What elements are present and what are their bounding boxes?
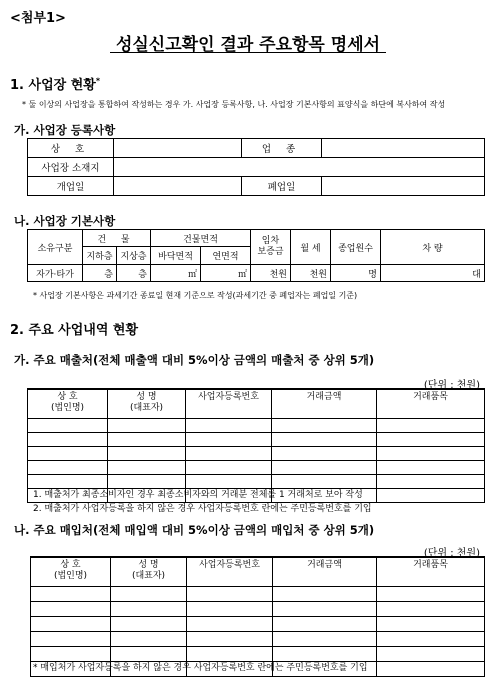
close-date-field[interactable] [322,177,485,196]
cell[interactable] [377,461,485,475]
section1-heading [10,74,100,93]
sales-amount-header: 거래금액 [272,389,377,419]
vehicles-header: 차 량 [381,230,485,265]
building-area-header: 건물면적 [151,230,251,247]
cell[interactable] [31,587,111,602]
cell[interactable] [272,419,377,433]
ownership-header: 소유구분 [28,230,83,265]
purchase-unit: (단위 : 천원) [423,548,480,559]
purchase-name-header-main: 상 호 [60,560,81,570]
cell[interactable] [108,433,186,447]
table-row [28,139,485,158]
purchase-amount-header: 거래금액 [273,557,377,587]
cell[interactable] [377,447,485,461]
table-row [28,389,485,419]
sales-rep-header [108,389,186,419]
cell[interactable] [111,617,187,632]
address-field[interactable] [114,158,485,177]
cell[interactable] [28,447,108,461]
table-row [28,461,485,475]
rent-value[interactable]: 천원 [291,265,331,282]
cell[interactable] [377,475,485,489]
floor-area-value[interactable]: ㎡ [151,265,201,282]
sales-rep-header-sub: (대표자) [129,403,164,413]
cell[interactable] [31,617,111,632]
cell[interactable] [273,617,377,632]
cell[interactable] [377,419,485,433]
total-area-value[interactable]: ㎡ [201,265,251,282]
cell[interactable] [272,461,377,475]
cell[interactable] [273,587,377,602]
table-row [31,557,485,587]
cell[interactable] [187,632,273,647]
sales-unit: (단위 : 천원) [423,380,480,391]
cell[interactable] [186,461,272,475]
close-date-label: 폐업일 [242,177,322,196]
address-label: 사업장 소재지 [28,158,114,177]
deposit-header-line1: 임차 [261,236,280,246]
cell[interactable] [272,447,377,461]
section1-star: * [95,76,101,86]
cell[interactable] [31,632,111,647]
deposit-value[interactable]: 천원 [251,265,291,282]
sales-items-header: 거래품목 [377,389,485,419]
cell[interactable] [31,602,111,617]
table-row [28,158,485,177]
table-row [28,230,485,247]
cell[interactable] [186,447,272,461]
sales-note-1: 1. 매출처가 최종소비자인 경우 최종소비자와의 거래분 전체를 1 거래처로 보아 작성 [33,490,363,500]
cell[interactable] [186,433,272,447]
section2b-heading: 나. 주요 매입처(전체 매입액 대비 5%이상 금액의 매입처 중 상위 5개) [14,523,375,537]
building-header: 건 물 [83,230,151,247]
purchase-name-header-sub: (법인명) [53,571,88,581]
table-row [28,419,485,433]
sales-rep-header-main: 성 명 [136,392,157,402]
table-row [31,587,485,602]
purchase-name-header [31,557,111,587]
cell[interactable] [187,617,273,632]
trade-name-label: 상 호 [28,139,114,158]
industry-field[interactable] [322,139,485,158]
sales-table [27,388,485,503]
cell[interactable] [273,632,377,647]
cell[interactable] [111,602,187,617]
open-date-label: 개업일 [28,177,114,196]
basement-header: 지하층 [83,247,117,265]
table-row [28,447,485,461]
table-row [28,177,485,196]
deposit-header-line2: 보증금 [257,247,284,257]
cell[interactable] [272,433,377,447]
basement-value[interactable]: 층 [83,265,117,282]
section1-note: * 둘 이상의 사업장을 통합하여 작성하는 경우 가. 사업장 등록사항, 나. 사업장 기본사항의 표양식을 하단에 복사하여 작성 [22,100,446,109]
rent-header: 월 세 [291,230,331,265]
cell[interactable] [108,419,186,433]
above-header: 지상층 [117,247,151,265]
sales-name-header [28,389,108,419]
deposit-header [251,230,291,265]
section1b-note: * 사업장 기본사항은 과세기간 종료일 현재 기준으로 작성(과세기간 중 폐업자는 폐업일 기준) [33,291,358,300]
industry-label: 업 종 [242,139,322,158]
cell[interactable] [108,447,186,461]
cell[interactable] [377,632,485,647]
table-row [31,602,485,617]
cell[interactable] [377,489,485,503]
employees-value[interactable]: 명 [331,265,381,282]
section1b-heading: 나. 사업장 기본사항 [14,214,116,228]
basic-info-table [27,229,485,282]
open-date-field[interactable] [114,177,242,196]
purchase-table [30,556,485,677]
section2a-heading: 가. 주요 매출처(전체 매출액 대비 5%이상 금액의 매출처 중 상위 5개) [14,353,375,367]
above-value[interactable]: 층 [117,265,151,282]
purchase-items-header: 거래품목 [377,557,485,587]
sales-reg-header: 사업자등록번호 [186,389,272,419]
registration-table [27,138,485,196]
cell[interactable] [377,433,485,447]
page-title: 성실신고확인 결과 주요항목 명세서 [115,35,381,55]
cell[interactable] [28,433,108,447]
cell[interactable] [377,647,485,662]
purchase-note: * 매입처가 사업자등록을 하지 않은 경우 사업자등록번호 란에는 주민등록번호를 기입 [33,663,368,673]
cell[interactable] [187,602,273,617]
table-row [31,617,485,632]
section1a-heading: 가. 사업장 등록사항 [14,123,116,137]
cell[interactable] [377,617,485,632]
table-row [28,265,485,282]
section1-heading-text: 1. 사업장 현황 [10,78,96,93]
section2-heading: 2. 주요 사업내역 현황 [10,323,139,338]
cell[interactable] [111,587,187,602]
table-row [31,632,485,647]
cell[interactable] [28,419,108,433]
sales-name-header-main: 상 호 [57,392,78,402]
cell[interactable] [377,602,485,617]
floor-area-header: 바닥면적 [151,247,201,265]
cell[interactable] [28,461,108,475]
cell[interactable] [377,587,485,602]
cell[interactable] [108,461,186,475]
purchase-rep-header-sub: (대표자) [131,571,166,581]
cell[interactable] [377,662,485,677]
attachment-label: <첨부1> [10,11,66,26]
purchase-rep-header [111,557,187,587]
sales-note-2: 2. 매출처가 사업자등록을 하지 않은 경우 사업자등록번호 란에는 주민등록번호를 기입 [33,504,372,514]
cell[interactable] [187,587,273,602]
cell[interactable] [111,632,187,647]
cell[interactable] [186,419,272,433]
employees-header: 종업원수 [331,230,381,265]
cell[interactable] [273,602,377,617]
table-row [28,433,485,447]
trade-name-field[interactable] [114,139,242,158]
sales-name-header-sub: (법인명) [50,403,85,413]
total-area-header: 연면적 [201,247,251,265]
title-underline [110,52,386,53]
ownership-value[interactable]: 자가·타가 [28,265,83,282]
purchase-rep-header-main: 성 명 [138,560,159,570]
vehicles-value[interactable]: 대 [381,265,485,282]
purchase-reg-header: 사업자등록번호 [187,557,273,587]
